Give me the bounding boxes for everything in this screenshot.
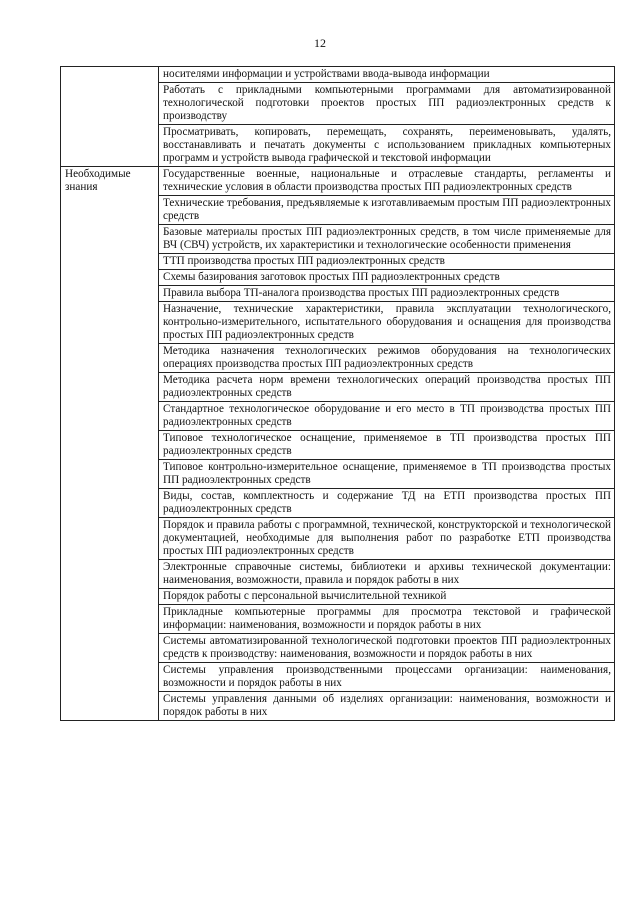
page-number: 12 xyxy=(314,36,326,50)
table-cell: Системы управления данными об изделиях организации: наименования, возможности и порядок работы в них xyxy=(159,692,615,721)
table-cell: Просматривать, копировать, перемещать, сохранять, переименовывать, удалять, восстанавливать и печатать документы с использованием прикладных компьютерных программ и устройств вывода графической и текстовой информации xyxy=(159,125,615,167)
table-cell: Системы автоматизированной технологической подготовки проектов ПП радиоэлектронных средств к производству: наименования, возможности и порядок работы в них xyxy=(159,634,615,663)
row-label-necessary-knowledge: Необходимые знания xyxy=(61,167,159,721)
table-cell: Порядок работы с персональной вычислительной техникой xyxy=(159,589,615,605)
table-cell: Технические требования, предъявляемые к изготавливаемым простым ПП радиоэлектронных средств xyxy=(159,196,615,225)
table-cell: Схемы базирования заготовок простых ПП радиоэлектронных средств xyxy=(159,270,615,286)
table-cell: Назначение, технические характеристики, правила эксплуатации технологического, контрольно-измерительного, испытательного оборудования и оснащения для производства простых ПП радиоэлектронных средств xyxy=(159,302,615,344)
table-row xyxy=(61,167,615,196)
competency-table xyxy=(60,66,615,721)
table-cell: Базовые материалы простых ПП радиоэлектронных средств, в том числе применяемые для ВЧ (СВЧ) устройств, их характеристики и технологические особенности применения xyxy=(159,225,615,254)
table-cell: Прикладные компьютерные программы для просмотра текстовой и графической информации: наименования, возможности и порядок работы в них xyxy=(159,605,615,634)
table-cell: Государственные военные, национальные и отраслевые стандарты, регламенты и технические условия в области производства простых ПП радиоэлектронных средств xyxy=(159,167,615,196)
table-cell: Стандартное технологическое оборудование и его место в ТП производства простых ПП радиоэлектронных средств xyxy=(159,402,615,431)
table-cell: Типовое технологическое оснащение, применяемое в ТП производства простых ПП радиоэлектронных средств xyxy=(159,431,615,460)
table-cell: носителями информации и устройствами ввода-вывода информации xyxy=(159,67,615,83)
table-cell: Методика расчета норм времени технологических операций производства простых ПП радиоэлектронных средств xyxy=(159,373,615,402)
table-cell: Электронные справочные системы, библиотеки и архивы технической документации: наименования, возможности, правила и порядок работы в них xyxy=(159,560,615,589)
table-cell: ТТП производства простых ПП радиоэлектронных средств xyxy=(159,254,615,270)
table-cell: Методика назначения технологических режимов оборудования на технологических операциях производства простых ПП радиоэлектронных средств xyxy=(159,344,615,373)
table-cell: Работать с прикладными компьютерными программами для автоматизированной технологической подготовки проектов простых ПП радиоэлектронных средств к производству xyxy=(159,83,615,125)
table-cell: Типовое контрольно-измерительное оснащение, применяемое в ТП производства простых ПП радиоэлектронных средств xyxy=(159,460,615,489)
row-label xyxy=(61,67,159,167)
table-cell: Системы управления производственными процессами организации: наименования, возможности и порядок работы в них xyxy=(159,663,615,692)
table-cell: Правила выбора ТП-аналога производства простых ПП радиоэлектронных средств xyxy=(159,286,615,302)
table-row xyxy=(61,67,615,83)
table-cell: Виды, состав, комплектность и содержание ТД на ЕТП производства простых ПП радиоэлектронных средств xyxy=(159,489,615,518)
table-cell: Порядок и правила работы с программной, технической, конструкторской и технологической документацией, необходимые для выполнения работ по разработке ЕТП производства простых ПП радиоэлектронных средств xyxy=(159,518,615,560)
